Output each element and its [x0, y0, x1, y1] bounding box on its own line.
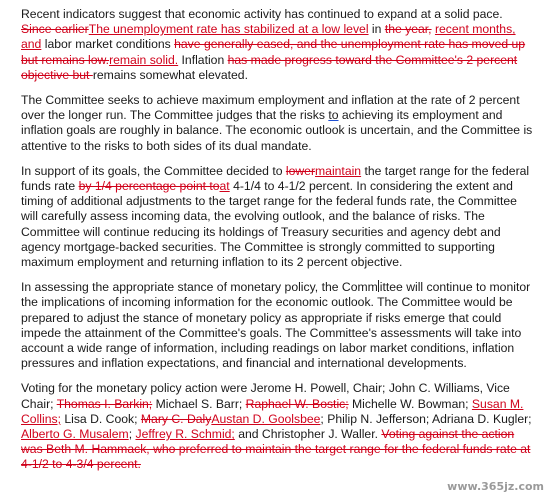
- text-run: ittee will continue to monitor the implications of incoming information for the economic outlook. The Committee would be prepared to adjust the stance of monetary policy as appropriate if risks emerge that could impede the attainment of the Committee's goals. The Committee's assessments will take into account a wide range of information, including readings on labor market conditions, inflation pressures and inflation expectations, and financial and international developments.: [21, 280, 531, 371]
- deleted-text: Mary C. Daly: [140, 411, 212, 426]
- underlined-word: to: [328, 108, 339, 123]
- inserted-text: maintain: [315, 163, 362, 178]
- text-run: Lisa D. Cook;: [60, 411, 141, 426]
- paragraph-committee-goals: [21, 93, 536, 154]
- text-run: achieving its employment and inflation goals are roughly in balance. The economic outlook is uncertain, and the Committee is attentive to the risks to both sides of its dual mandate.: [21, 108, 533, 153]
- text-run: remains somewhat elevated.: [92, 67, 248, 82]
- inserted-text: Alberto G. Musalem: [21, 427, 129, 442]
- text-run: In assessing the appropriate stance of monetary policy, the Comm: [21, 280, 378, 295]
- deleted-text: Voting against the action was Beth M. Hammack, who preferred to maintain the target range for the federal funds rate at 4-1/2 to 4-3/4 percent.: [21, 427, 531, 472]
- text-run: Inflation: [178, 52, 228, 67]
- inserted-text: at: [219, 179, 230, 194]
- text-run: ; Philip N. Jefferson; Adriana D. Kugler;: [320, 411, 532, 426]
- text-run: ;: [128, 427, 136, 442]
- text-run: labor market conditions: [41, 37, 175, 52]
- deleted-text: by 1/4 percentage point to: [78, 179, 220, 194]
- inserted-text: recent months, and: [21, 22, 516, 52]
- inserted-text: Jeffrey R. Schmid;: [135, 427, 235, 442]
- inserted-text: Austan D. Goolsbee: [211, 411, 321, 426]
- watermark: www.365jz.com: [447, 479, 544, 493]
- text-run: Michelle W. Bowman;: [348, 396, 472, 411]
- text-run: the target range for the federal funds rate: [21, 163, 530, 194]
- deleted-text: Raphael W. Bostic;: [245, 396, 349, 411]
- deleted-text: has made progress toward the Committee's 2 percent objective but: [21, 52, 518, 82]
- deleted-text: Thomas I. Barkin;: [56, 396, 153, 411]
- text-run: In support of its goals, the Committee decided to: [21, 163, 286, 178]
- text-run: in: [368, 22, 385, 37]
- text-run: Michael S. Barr;: [152, 396, 246, 411]
- inserted-text: Susan M. Collins;: [21, 396, 524, 426]
- paragraph-policy-decision: [21, 164, 536, 270]
- text-run: 4-1/4 to 4-1/2 percent. In considering the extent and timing of additional adjustments to the target range for the federal funds rate, the Committee will carefully assess incoming data, the evolving outlook, and the balance of risks. The Committee will continue reducing its holdings of Treasury securities and agency debt and agency mortgage-backed securities. The Committee is strongly committed to supporting maximum employment and returning inflation to its 2 percent objective.: [21, 179, 517, 270]
- paragraph-policy-assessment[interactable]: [21, 280, 536, 371]
- deleted-text: have generally eased, and the unemployment rate has moved up but remains low.: [21, 37, 526, 67]
- document-body: [21, 7, 536, 483]
- text-run: The Committee seeks to achieve maximum employment and inflation at the rate of 2 percent over the longer run. The Committee judges that the risks: [21, 93, 520, 123]
- deleted-text: lower: [285, 163, 316, 178]
- text-run: Recent indicators suggest that economic activity has continued to expand at a solid pace.: [21, 7, 503, 21]
- text-run: Voting for the monetary policy action were Jerome H. Powell, Chair; John C. Williams, Vice Chair;: [21, 381, 510, 411]
- deleted-text: Since earlier: [21, 22, 89, 37]
- deleted-text: the year,: [384, 22, 432, 37]
- paragraph-voting: [21, 381, 536, 472]
- inserted-text: remain solid.: [109, 52, 179, 67]
- paragraph-economic-activity: [21, 7, 536, 83]
- text-run: and Christopher J. Waller.: [234, 427, 382, 442]
- inserted-text: The unemployment rate has stabilized at a low level: [88, 22, 369, 37]
